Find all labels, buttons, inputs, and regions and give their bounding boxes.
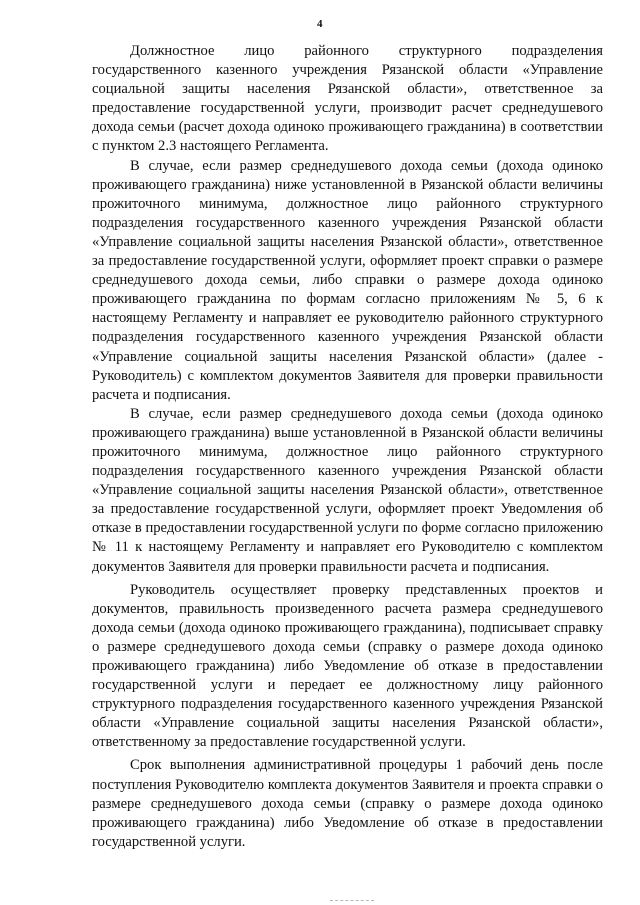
scan-edge-mark — [330, 900, 374, 903]
page-number: 4 — [317, 18, 323, 30]
paragraph-procedure-deadline: Срок выполнения административной процедуры 1 рабочий день после поступления Руководителю комплекта документов Заявителя и проекта справки о размере среднедушевого дохода семьи (справку о размере дохода одиноко проживающего гражданина) либо Уведомление об отказе в предоставлении государственной услуги. — [92, 757, 603, 850]
paragraph-calculation: Должностное лицо районного структурного подразделения государственного казенного учреждения Рязанской области «Управление социальной защиты населения Рязанской области», ответственное за предоставление государственной услуги, производит расчет среднедушевого дохода семьи (расчет дохода одиноко проживающего гражданина) в соответствии с пунктом 2.3 настоящего Регламента. — [92, 43, 603, 155]
paragraph-income-above-minimum: В случае, если размер среднедушевого дохода семьи (дохода одиноко проживающего гражданина) выше установленной в Рязанской области величины прожиточного минимума, должностное лицо районного структурного подразделения государственного казенного учреждения Рязанской области «Управление социальной защиты населения Рязанской области», ответственное за предоставление государственной услуги, оформляет проект Уведомления об отказе в предоставлении государственной услуги по форме согласно приложению № 11 к настоящему Регламенту и направляет его Руководителю с комплектом документов Заявителя для проверки правильности расчета и подписания. — [92, 405, 603, 575]
paragraph-head-review: Руководитель осуществляет проверку представленных проектов и документов, правильность произведенного расчета размера среднедушевого дохода семьи (дохода одиноко проживающего гражданина), подписывает справку о размере среднедушевого дохода семьи (справку о размере дохода одиноко проживающего гражданина) либо Уведомление об отказе в предоставлении государственной услуги и передает ее должностному лицу районного структурного подразделения государственного казенного учреждения Рязанской области «Управление социальной защиты населения Рязанской области», ответственному за предоставление государственной услуги. — [92, 581, 603, 751]
document-body — [92, 42, 603, 852]
paragraph-income-below-minimum: В случае, если размер среднедушевого дохода семьи (дохода одиноко проживающего гражданина) ниже установленной в Рязанской области величины прожиточного минимума, должностное лицо районного структурного подразделения государственного казенного учреждения Рязанской области «Управление социальной защиты населения Рязанской области», ответственное за предоставление государственной услуги, оформляет проект справки о размере среднедушевого дохода семьи, либо справки о размере дохода одиноко проживающего гражданина по формам согласно приложениям № 5, 6 к настоящему Регламенту и направляет ее руководителю районного структурного подразделения государственного казенного учреждения Рязанской области «Управление социальной защиты населения Рязанской области» (далее - Руководитель) с комплектом документов Заявителя для проверки правильности расчета и подписания. — [92, 157, 603, 403]
